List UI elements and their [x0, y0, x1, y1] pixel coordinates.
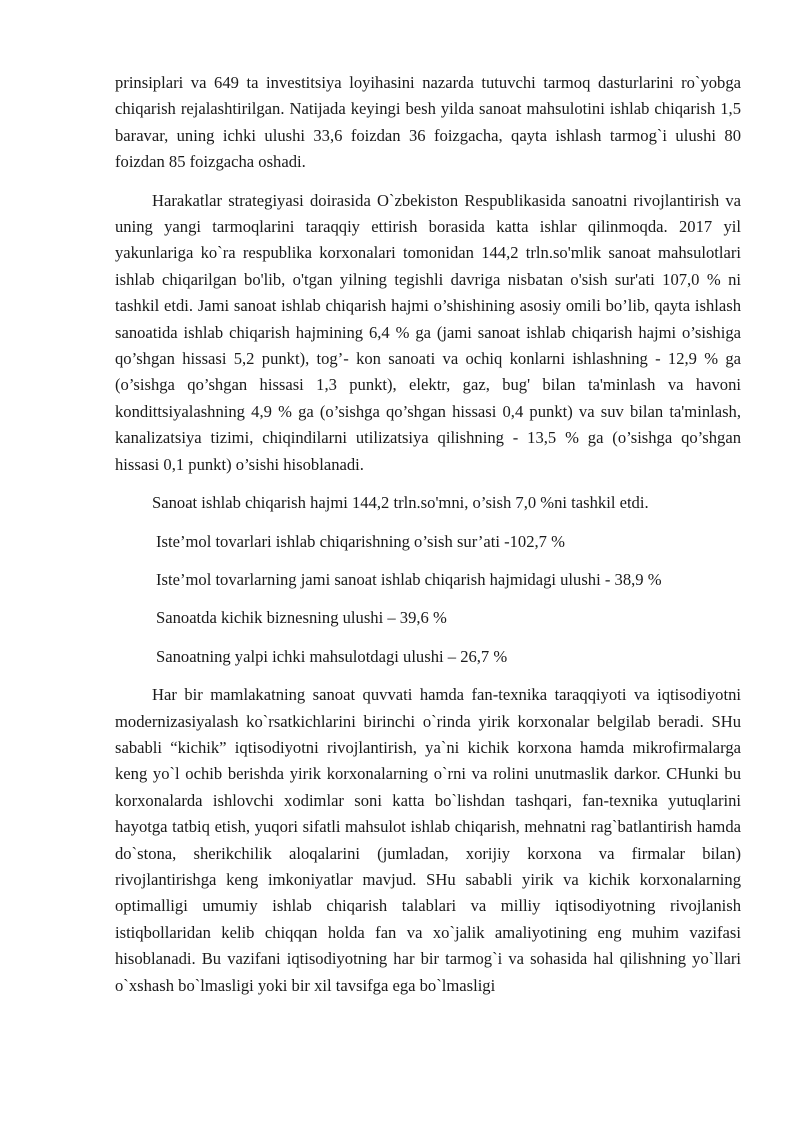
stat-consumer-goods-share: Iste’mol tovarlarning jami sanoat ishlab chiqarish hajmidagi ulushi - 38,9 % [156, 569, 662, 589]
paragraph-continuation: prinsiplari va 649 ta investitsiya loyihasini nazarda tutuvchi tarmoq dasturlarini ro`yobga chiqarish rejalashtirilgan. Natijada keyingi besh yilda sanoat mahsulotini ishlab chiqarish 1,5 baravar, uning ichki ulushi 33,6 foizdan 36 foizgacha, qayta ishlash tarmog`i ulushi 80 foizdan 85 foizgacha oshadi. [115, 73, 741, 172]
stat-gdp-share: Sanoatning yalpi ichki mahsulotdagi ulushi – 26,7 % [156, 646, 508, 666]
paragraph-strategy: Harakatlar strategiyasi doirasida O`zbekiston Respublikasida sanoatni rivojlantirish va uning yangi tarmoqlarini taraqqiy ettirish borasida katta ishlar qilinmoqda. 2017 yil yakunlariga ko`ra respublika korxonalari tomonidan 144,2 trln.so'mlik sanoat mahsulotlari ishlab chiqarilgan bo'lib, o'tgan yilning tegishli davriga nisbatan o'sish sur'ati 107,0 % ni tashkil etdi. Jami sanoat ishlab chiqarish hajmi o’shishining asosiy omili bo’lib, qayta ishlash sanoatida ishlab chiqarish hajmining 6,4 % ga (jami sanoat ishlab chiqarish hajmi o’sishiga qo’shgan hissasi 5,2 punkt), tog’- kon sanoati va ochiq konlarni ishlashning - 12,9 % ga (o’sishga qo’shgan hissasi 1,3 punkt), elektr, gaz, bug' bilan ta'minlash va havoni kondittsiyalashning 4,9 % ga (o’sishga qo’shgan hissasi 0,4 punkt) va suv bilan ta'minlash, kanalizatsiya tizimi, chiqindilarni utilizatsiya qilishning - 13,5 % ga (o’sishga qo’shgan hissasi 0,1 punkt) o’sishi hisoblanadi. [115, 190, 741, 474]
paragraph-large-enterprises: Har bir mamlakatning sanoat quvvati hamda fan-texnika taraqqiyoti va iqtisodiyotni modernizasiyalash ko`rsatkichlarini birinchi o`rinda yirik korxonalar belgilab beradi. SHu sababli “kichik” iqtisodiyotni rivojlantirish, ya`ni kichik korxona hamda mikrofirmalarga keng yo`l ochib berishda yirik korxonalarning o`rni va rolini unutmaslik darkor. CHunki bu korxonalarda ishlovchi xodimlar soni katta bo`lishdan tashqari, fan-texnika yutuqlarini hayotga tatbiq etish, yuqori sifatli mahsulot ishlab chiqarish, mehnatni rag`batlantirish hamda do`stona, sherikchilik aloqalarini (jumladan, xorijiy korxona va firmalar bilan) rivojlantirishga keng imkoniyatlar mavjud. SHu sababli yirik va kichik korxonalarning optimalligi umumiy ishlab chiqarish talablari va milliy iqtisodiyotning rivojlanish istiqbollaridan kelib chiqqan holda fan va xo`jalik amaliyotining eng muhim vazifasi hisoblanadi. Bu vazifani iqtisodiyotning har bir tarmog`i va sohasida hal qilishning yo`llari o`xshash bo`lmasligi yoki bir xil tavsifga ega bo`lmasligi [115, 685, 741, 995]
document-page [115, 70, 741, 1011]
stat-small-business-share: Sanoatda kichik biznesning ulushi – 39,6 % [156, 608, 447, 628]
stat-industrial-volume: Sanoat ishlab chiqarish hajmi 144,2 trln.so'mni, o’sish 7,0 %ni tashkil etdi. [152, 493, 649, 513]
stat-consumer-goods-growth: Iste’mol tovarlari ishlab chiqarishning o’sish sur’ati -102,7 % [156, 531, 565, 551]
